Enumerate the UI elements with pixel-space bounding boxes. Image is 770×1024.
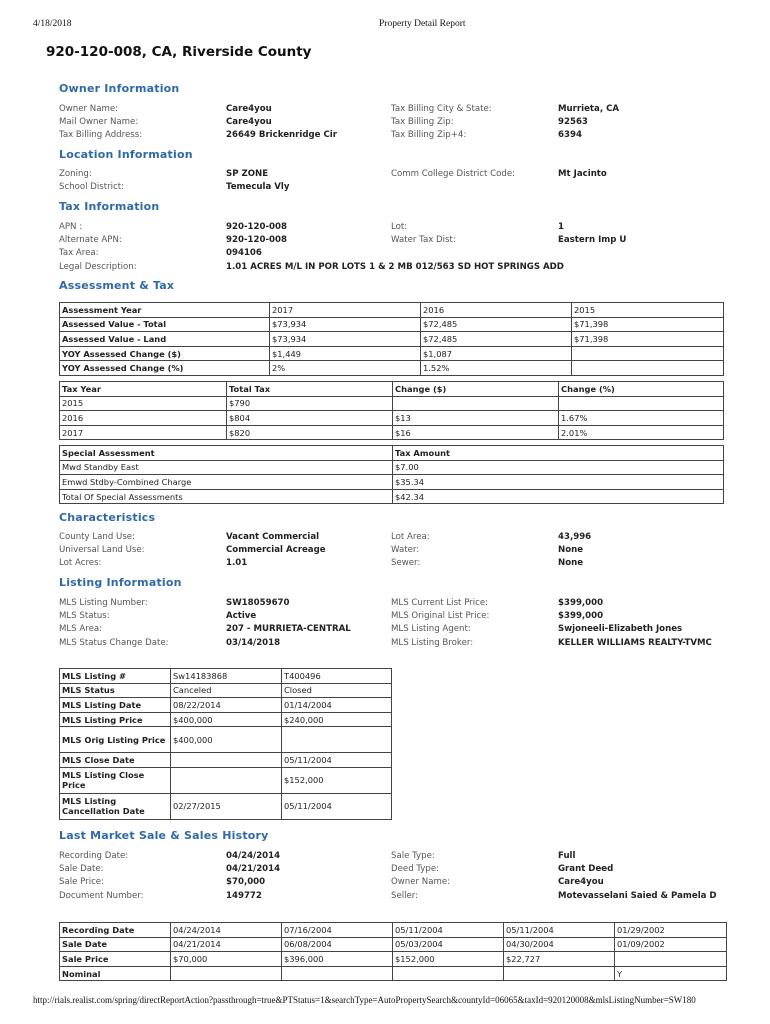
table-cell: $7.00: [393, 460, 724, 475]
table-cell: $804: [227, 411, 393, 426]
characteristics-heading: Characteristics: [59, 511, 156, 524]
table-cell: [171, 753, 282, 768]
listing-information-heading: Listing Information: [59, 576, 182, 589]
field-label: Lot Area:: [391, 532, 430, 542]
field-label: Seller:: [391, 890, 419, 901]
field-label: Water Tax Dist:: [391, 235, 456, 246]
field-value: Care4you: [226, 117, 272, 128]
assessment-table: [59, 302, 724, 376]
table-cell: Emwd Stdby-Combined Charge: [60, 475, 393, 490]
table-cell: $152,000: [282, 767, 392, 793]
table-cell: Mwd Standby East: [60, 460, 393, 475]
table-row: [60, 411, 724, 426]
table-cell: $13: [393, 411, 559, 426]
table-cell: MLS Listing #: [60, 669, 171, 684]
field-value: 6394: [558, 130, 582, 141]
field-value: 920-120-008: [226, 222, 287, 232]
table-cell: 05/11/2004: [282, 753, 392, 768]
table-cell: 2016: [421, 303, 572, 318]
field-label: Tax Billing City & State:: [391, 104, 492, 114]
table-row: [60, 396, 724, 411]
field-value: Active: [226, 611, 257, 622]
table-cell: Special Assessment: [60, 446, 393, 461]
field-label: Lot:: [391, 222, 408, 232]
field-label: Document Number:: [59, 890, 144, 901]
table-cell: $72,485: [421, 317, 572, 332]
field-value: Motevasselani Saied & Pamela D: [558, 890, 717, 901]
field-label: Sale Type:: [391, 851, 435, 861]
field-value: Temecula Vly: [226, 182, 290, 193]
table-cell: Sw14183868: [171, 669, 282, 684]
table-cell: $70,000: [171, 952, 282, 967]
table-cell: Canceled: [171, 683, 282, 698]
field-value: None: [558, 558, 584, 569]
table-row: [60, 460, 724, 475]
table-cell: [559, 396, 724, 411]
table-cell: $42.34: [393, 489, 724, 504]
table-cell: Total Of Special Assessments: [60, 489, 393, 504]
field-label: County Land Use:: [59, 532, 135, 542]
table-cell: 04/21/2014: [171, 937, 282, 952]
field-label: Sale Price:: [59, 877, 104, 888]
field-value: Mt Jacinto: [558, 169, 607, 179]
table-cell: $1,449: [270, 346, 421, 361]
table-cell: 1.52%: [421, 361, 572, 376]
table-cell: $16: [393, 425, 559, 440]
table-cell: $1,087: [421, 346, 572, 361]
field-label: Mail Owner Name:: [59, 117, 139, 128]
field-label: Deed Type:: [391, 864, 440, 875]
field-label: Owner Name:: [391, 877, 451, 888]
table-cell: 2%: [270, 361, 421, 376]
table-cell: 05/11/2004: [393, 923, 504, 938]
table-cell: Y: [615, 966, 727, 981]
sales-history-table: [59, 922, 727, 981]
table-cell: MLS Close Date: [60, 753, 171, 768]
field-label: Water:: [391, 545, 420, 556]
table-cell: 08/22/2014: [171, 698, 282, 713]
field-label: Tax Billing Zip:: [391, 117, 454, 128]
field-label: Universal Land Use:: [59, 545, 145, 556]
field-value: $399,000: [558, 611, 604, 622]
table-row: [60, 361, 724, 376]
table-cell: $71,398: [572, 317, 724, 332]
table-cell: [504, 966, 615, 981]
table-row: [60, 346, 724, 361]
table-cell: Change (%): [559, 382, 724, 397]
field-label: Sale Date:: [59, 864, 104, 875]
field-label: School District:: [59, 182, 125, 193]
table-cell: [171, 966, 282, 981]
field-value: SP ZONE: [226, 169, 269, 179]
field-value: 03/14/2018: [226, 637, 281, 648]
table-cell: [615, 952, 727, 967]
field-value: 26649 Brickenridge Cir: [226, 130, 337, 141]
location-information-heading: Location Information: [59, 148, 193, 161]
table-cell: Recording Date: [60, 923, 171, 938]
field-label: Lot Acres:: [59, 558, 102, 569]
print-date: 4/18/2018: [33, 19, 72, 29]
footer-url: http://rials.realist.com/spring/directReportAction?passthrough=true&PTStatus=1&searchType=AutoPropertySearch&countyId=06065&taxId=920120008&mlsListingNumber=SW180: [33, 995, 696, 1005]
field-value: Full: [558, 851, 576, 861]
table-cell: T400496: [282, 669, 392, 684]
table-cell: 2017: [60, 425, 227, 440]
table-cell: 01/09/2002: [615, 937, 727, 952]
table-cell: Sale Date: [60, 937, 171, 952]
table-cell: 2015: [60, 396, 227, 411]
table-row: [60, 317, 724, 332]
table-cell: 04/30/2004: [504, 937, 615, 952]
table-row: [60, 698, 392, 713]
table-row: [60, 446, 724, 461]
table-row: [60, 303, 724, 318]
table-row: [60, 952, 727, 967]
tax-year-table: [59, 381, 724, 440]
table-cell: YOY Assessed Change ($): [60, 346, 270, 361]
table-cell: $152,000: [393, 952, 504, 967]
field-label: Alternate APN:: [59, 235, 122, 246]
field-value: KELLER WILLIAMS REALTY-TVMC: [558, 637, 712, 648]
field-value: 04/21/2014: [226, 864, 281, 875]
field-value: 149772: [226, 890, 262, 901]
table-cell: MLS Listing Close Price: [60, 767, 171, 793]
table-cell: MLS Listing Cancellation Date: [60, 793, 171, 819]
table-row: [60, 767, 392, 793]
field-label: MLS Current List Price:: [391, 598, 489, 608]
field-value: Swjoneeli-Elizabeth Jones: [558, 624, 683, 635]
table-row: [60, 669, 392, 684]
table-cell: [282, 966, 393, 981]
field-label: Sewer:: [391, 558, 421, 569]
field-value: 1.01: [226, 558, 248, 569]
table-cell: Closed: [282, 683, 392, 698]
table-row: [60, 489, 724, 504]
table-cell: [572, 361, 724, 376]
field-value: $399,000: [558, 598, 604, 608]
table-cell: $790: [227, 396, 393, 411]
field-value: 92563: [558, 117, 588, 128]
field-label: MLS Listing Broker:: [391, 637, 474, 648]
field-value: 04/24/2014: [226, 851, 281, 861]
table-cell: [393, 396, 559, 411]
table-cell: Assessed Value - Land: [60, 332, 270, 347]
table-cell: $400,000: [171, 712, 282, 727]
table-row: [60, 727, 392, 753]
table-cell: 06/08/2004: [282, 937, 393, 952]
legal-description-label: Legal Description:: [59, 261, 137, 272]
field-value: Care4you: [558, 877, 604, 888]
table-cell: 2015: [572, 303, 724, 318]
table-cell: [393, 966, 504, 981]
table-cell: $73,934: [270, 317, 421, 332]
table-row: [60, 753, 392, 768]
table-cell: 05/11/2004: [282, 793, 392, 819]
table-cell: [282, 727, 392, 753]
table-row: [60, 712, 392, 727]
table-cell: 05/03/2004: [393, 937, 504, 952]
field-label: MLS Area:: [59, 624, 103, 635]
table-cell: $820: [227, 425, 393, 440]
field-value: Commercial Acreage: [226, 545, 326, 556]
table-cell: MLS Status: [60, 683, 171, 698]
table-cell: Total Tax: [227, 382, 393, 397]
table-cell: $72,485: [421, 332, 572, 347]
table-cell: $71,398: [572, 332, 724, 347]
table-cell: $396,000: [282, 952, 393, 967]
field-value: 1: [558, 222, 564, 232]
field-value: 920-120-008: [226, 235, 287, 246]
table-row: [60, 683, 392, 698]
field-value: None: [558, 545, 584, 556]
field-label: MLS Original List Price:: [391, 611, 490, 622]
table-cell: Assessment Year: [60, 303, 270, 318]
table-cell: 01/14/2004: [282, 698, 392, 713]
field-label: Tax Billing Address:: [59, 130, 143, 141]
table-cell: $22,727: [504, 952, 615, 967]
page-title: 920-120-008, CA, Riverside County: [46, 44, 312, 60]
field-label: Owner Name:: [59, 104, 119, 114]
mls-listing-table: [59, 668, 392, 820]
table-cell: 05/11/2004: [504, 923, 615, 938]
table-cell: Sale Price: [60, 952, 171, 967]
legal-description-value: 1.01 ACRES M/L IN POR LOTS 1 & 2 MB 012/563 SD HOT SPRINGS ADD: [226, 261, 564, 272]
tax-information-heading: Tax Information: [59, 200, 160, 213]
table-cell: Nominal: [60, 966, 171, 981]
field-value: Murrieta, CA: [558, 104, 620, 114]
special-assessment-table: [59, 445, 724, 504]
table-row: [60, 332, 724, 347]
table-cell: 02/27/2015: [171, 793, 282, 819]
table-cell: [572, 346, 724, 361]
table-row: [60, 937, 727, 952]
table-cell: 1.67%: [559, 411, 724, 426]
field-label: MLS Status Change Date:: [59, 637, 169, 648]
table-cell: 04/24/2014: [171, 923, 282, 938]
table-cell: MLS Orig Listing Price: [60, 727, 171, 753]
table-cell: MLS Listing Price: [60, 712, 171, 727]
table-cell: $35.34: [393, 475, 724, 490]
table-cell: YOY Assessed Change (%): [60, 361, 270, 376]
table-cell: Change ($): [393, 382, 559, 397]
table-cell: [171, 767, 282, 793]
field-label: Zoning:: [59, 169, 92, 179]
field-label: Recording Date:: [59, 851, 129, 861]
field-label: MLS Listing Agent:: [391, 624, 471, 635]
table-cell: 2.01%: [559, 425, 724, 440]
assessment-tax-heading: Assessment & Tax: [59, 279, 175, 292]
field-value: 43,996: [558, 532, 592, 542]
field-label: Tax Billing Zip+4:: [391, 130, 467, 141]
table-cell: $240,000: [282, 712, 392, 727]
table-cell: Tax Year: [60, 382, 227, 397]
table-row: [60, 382, 724, 397]
table-cell: MLS Listing Date: [60, 698, 171, 713]
table-row: [60, 923, 727, 938]
field-value: Care4you: [226, 104, 272, 114]
field-label: Comm College District Code:: [391, 169, 516, 179]
table-cell: 2016: [60, 411, 227, 426]
field-value: SW18059670: [226, 598, 290, 608]
table-cell: $73,934: [270, 332, 421, 347]
table-cell: Tax Amount: [393, 446, 724, 461]
owner-information-heading: Owner Information: [59, 82, 180, 95]
field-value: Grant Deed: [558, 864, 614, 875]
table-cell: 07/16/2004: [282, 923, 393, 938]
field-label: MLS Status:: [59, 611, 110, 622]
field-value: Vacant Commercial: [226, 532, 320, 542]
table-cell: $400,000: [171, 727, 282, 753]
field-label: MLS Listing Number:: [59, 598, 148, 608]
table-row: [60, 475, 724, 490]
field-label: Tax Area:: [59, 248, 99, 259]
table-row: [60, 793, 392, 819]
sales-history-heading: Last Market Sale & Sales History: [59, 829, 269, 842]
field-label: APN :: [59, 222, 83, 232]
table-cell: 01/29/2002: [615, 923, 727, 938]
field-value: 207 - MURRIETA-CENTRAL: [226, 624, 351, 635]
table-row: [60, 966, 727, 981]
field-value: 094106: [226, 248, 262, 259]
table-row: [60, 425, 724, 440]
field-value: Eastern Imp U: [558, 235, 627, 246]
field-value: $70,000: [226, 877, 266, 888]
table-cell: 2017: [270, 303, 421, 318]
report-title: Property Detail Report: [379, 19, 466, 29]
table-cell: Assessed Value - Total: [60, 317, 270, 332]
